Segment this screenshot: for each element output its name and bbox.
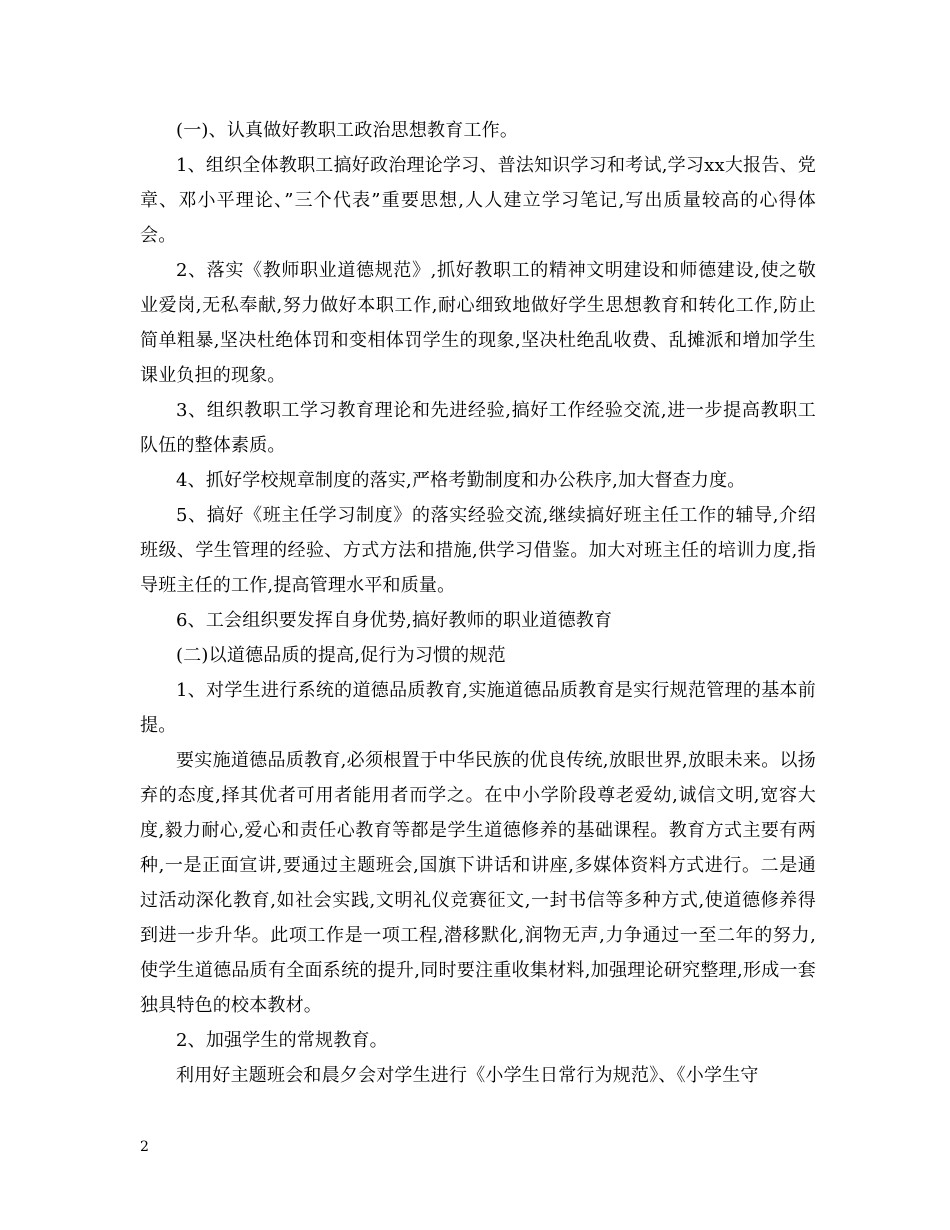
paragraph-continued: 利用好主题班会和晨夕会对学生进行《小学生日常行为规范》、《小学生守 xyxy=(176,1065,759,1086)
paragraph-item-2-1: 1、对学生进行系统的道德品质教育,实施道德品质教育是实行规范管理的基本前提。 xyxy=(140,680,816,736)
document-body xyxy=(140,113,816,1093)
paragraph-item-5: 5、搞好《班主任学习制度》的落实经验交流,继续搞好班主任工作的辅导,介绍班级、学生管理的经验、方式方法和措施,供学习借鉴。加大对班主任的培训力度,指导班主任的工作,提高管理水平和质量。 xyxy=(140,505,816,596)
section-heading-1: (一)、认真做好教职工政治思想教育工作。 xyxy=(176,120,519,141)
paragraph-body: 要实施道德品质教育,必须根置于中华民族的优良传统,放眼世界,放眼未来。以扬弃的态度,择其优者可用者能用者而学之。在中小学阶段尊老爱幼,诚信文明,宽容大度,毅力耐心,爱心和责任心教育等都是学生道德修养的基础课程。教育方式主要有两种,一是正面宣讲,要通过主题班会,国旗下讲话和讲座,多媒体资料方式进行。二是通过活动深化教育,如社会实践,文明礼仪竞赛征文,一封书信等多种方式,使道德修养得到进一步升华。此项工作是一项工程,潜移默化,润物无声,力争通过一至二年的努力,使学生道德品质有全面系统的提升,同时要注重收集材料,加强理论研究整理,形成一套独具特色的校本教材。 xyxy=(140,750,816,1016)
page-number: 2 xyxy=(140,1139,149,1155)
paragraph-item-2-2: 2、加强学生的常规教育。 xyxy=(176,1030,388,1051)
paragraph-item-1: 1、组织全体教职工搞好政治理论学习、普法知识学习和考试,学习xx大报告、党章、邓小平理论、”三个代表”重要思想,人人建立学习笔记,写出质量较高的心得体会。 xyxy=(140,155,816,246)
paragraph-item-2: 2、落实《教师职业道德规范》,抓好教职工的精神文明建设和师德建设,使之敬业爱岗,无私奉献,努力做好本职工作,耐心细致地做好学生思想教育和转化工作,防止简单粗暴,坚决杜绝体罚和变相体罚学生的现象,坚决杜绝乱收费、乱摊派和增加学生课业负担的现象。 xyxy=(140,260,816,386)
paragraph-item-4: 4、抓好学校规章制度的落实,严格考勤制度和办公秩序,加大督查力度。 xyxy=(176,470,746,491)
section-heading-2: (二)以道德品质的提高,促行为习惯的规范 xyxy=(176,645,506,666)
paragraph-item-3: 3、组织教职工学习教育理论和先进经验,搞好工作经验交流,进一步提高教职工队伍的整体素质。 xyxy=(140,400,816,456)
paragraph-item-6: 6、工会组织要发挥自身优势,搞好教师的职业道德教育 xyxy=(176,610,613,631)
